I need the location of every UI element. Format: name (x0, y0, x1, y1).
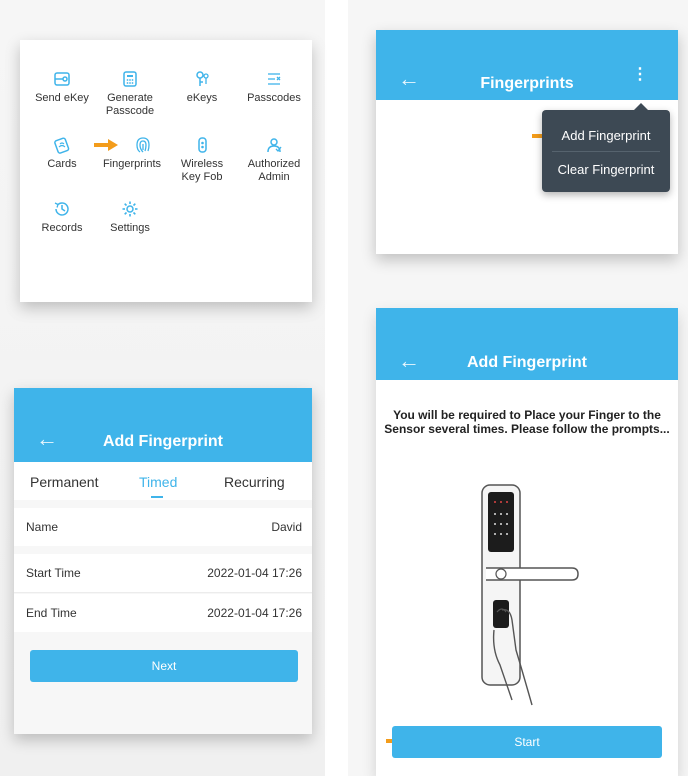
more-options-icon[interactable]: ⋮ (632, 66, 648, 83)
end-time-value: 2022-01-04 17:26 (207, 606, 302, 620)
name-row[interactable] (14, 508, 312, 546)
card-icon (53, 136, 71, 154)
start-time-row[interactable] (14, 554, 312, 592)
menu-item-authorized-admin[interactable] (240, 136, 308, 184)
menu-item-label: Cards (47, 158, 77, 170)
clear-fingerprint-menu-item[interactable]: Clear Fingerprint (557, 162, 655, 177)
menu-item-cards[interactable] (28, 136, 96, 171)
instruction-text: You will be required to Place your Finger to the Sensor several times. Please follow the prompts... (384, 408, 670, 436)
tab-timed[interactable]: Timed (139, 474, 178, 490)
active-tab-indicator (151, 496, 163, 498)
fingerprints-panel (376, 30, 678, 254)
start-header (376, 308, 678, 380)
back-arrow-icon[interactable]: ← (398, 348, 420, 373)
key-fob-icon (193, 136, 211, 154)
start-time-value: 2022-01-04 17:26 (207, 566, 302, 580)
send-ekey-icon (53, 70, 71, 88)
admin-icon (265, 136, 283, 154)
door-lock-illustration (472, 480, 592, 710)
menu-item-passcodes[interactable] (240, 70, 308, 105)
page-title: Add Fingerprint (103, 433, 223, 450)
menu-item-label: Fingerprints (102, 158, 162, 170)
pointer-arrow-icon (94, 139, 118, 151)
menu-item-label: Generate Passcode (105, 92, 155, 117)
end-time-label: End Time (26, 606, 77, 620)
fingerprint-icon (134, 136, 152, 154)
menu-item-ekeys[interactable] (168, 70, 236, 105)
menu-item-label: Settings (110, 222, 150, 234)
menu-item-label: Wireless Key Fob (180, 158, 224, 183)
menu-item-generate-passcode[interactable] (96, 70, 164, 118)
passcodes-icon (265, 70, 283, 88)
menu-panel (20, 40, 312, 302)
menu-divider (552, 151, 660, 152)
tab-recurring[interactable]: Recurring (224, 474, 285, 490)
start-fingerprint-panel (376, 308, 678, 776)
end-time-row[interactable] (14, 594, 312, 632)
menu-item-records[interactable] (28, 200, 96, 235)
tab-permanent[interactable]: Permanent (30, 474, 99, 490)
next-button[interactable]: Next (30, 650, 298, 682)
name-value: David (271, 520, 302, 534)
menu-item-label: eKeys (186, 92, 218, 104)
settings-icon (121, 200, 139, 218)
menu-item-settings[interactable] (96, 200, 164, 235)
back-arrow-icon[interactable]: ← (36, 426, 58, 451)
timed-header (14, 388, 312, 462)
add-fingerprint-menu-item[interactable]: Add Fingerprint (561, 128, 651, 143)
menu-item-send-ekey[interactable] (28, 70, 96, 105)
fingerprints-header (376, 30, 678, 100)
timed-fingerprint-panel (14, 388, 312, 734)
menu-item-label: Records (41, 222, 83, 234)
fingerprint-dropdown-menu (542, 110, 670, 192)
name-label: Name (26, 520, 59, 534)
tab-bar (14, 462, 312, 500)
start-time-label: Start Time (26, 566, 81, 580)
menu-item-label: Authorized Admin (247, 158, 301, 183)
menu-item-label: Passcodes (247, 92, 301, 104)
menu-item-wireless-key-fob[interactable] (168, 136, 236, 184)
dropdown-caret-icon (634, 103, 648, 110)
keypad-icon (121, 70, 139, 88)
ekeys-icon (193, 70, 211, 88)
menu-item-label: Send eKey (35, 92, 89, 104)
page-title: Fingerprints (480, 75, 574, 92)
back-arrow-icon[interactable]: ← (398, 66, 420, 91)
records-icon (53, 200, 71, 218)
row-divider (14, 592, 312, 593)
start-button[interactable]: Start (392, 726, 662, 758)
page-title: Add Fingerprint (467, 354, 587, 371)
